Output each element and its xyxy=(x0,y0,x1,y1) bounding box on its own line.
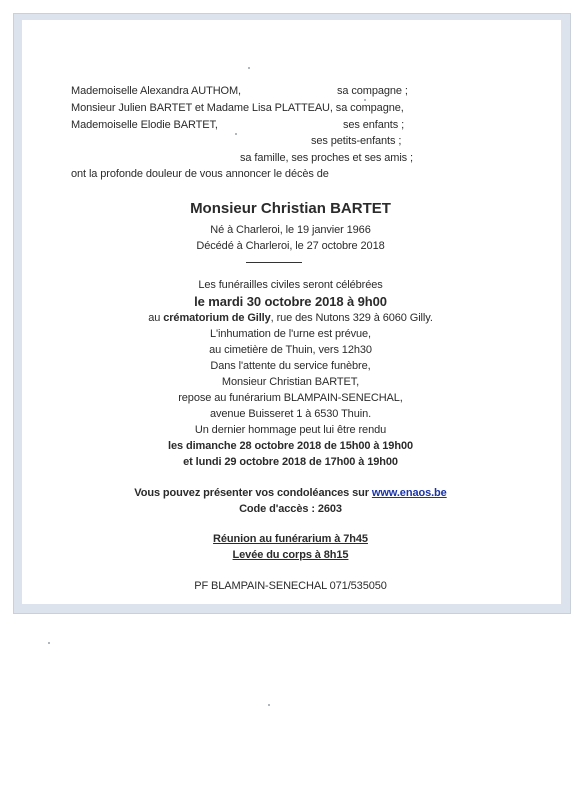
meeting-line-2: Levée du corps à 8h15 xyxy=(232,549,349,561)
family-line-1-role: sa compagne ; xyxy=(337,85,408,97)
place-address: , rue des Nutons 329 à 6060 Gilly. xyxy=(270,312,433,324)
funerarium-address: avenue Buisseret 1 à 6530 Thuin. xyxy=(209,408,372,420)
family-line-1-name: Mademoiselle Alexandra AUTHOM, xyxy=(71,85,242,97)
condolences-line xyxy=(0,487,581,500)
family-line-5: sa famille, ses proches et ses amis ; xyxy=(240,152,413,164)
scan-speck xyxy=(268,704,270,706)
homage-line: Un dernier hommage peut lui être rendu xyxy=(194,424,387,436)
scan-speck xyxy=(248,67,250,69)
waiting-line: Dans l'attente du service funèbre, xyxy=(210,360,371,372)
place-crematorium: crématorium de Gilly xyxy=(163,312,271,324)
name-again-line: Monsieur Christian BARTET, xyxy=(221,376,360,388)
access-code: Code d'accès : 2603 xyxy=(239,503,342,515)
scan-speck xyxy=(364,99,366,101)
inhumation-line: L'inhumation de l'urne est prévue, xyxy=(209,328,371,340)
condolences-link[interactable]: www.enaos.be xyxy=(371,487,447,499)
birth-info: Né à Charleroi, le 19 janvier 1966 xyxy=(210,224,371,236)
funeral-director-contact: PF BLAMPAIN-SENECHAL 071/535050 xyxy=(194,580,387,592)
cemetery-line: au cimetière de Thuin, vers 12h30 xyxy=(209,344,372,356)
scan-speck xyxy=(48,642,50,644)
funerarium-line: repose au funérarium BLAMPAIN-SENECHAL, xyxy=(178,392,403,404)
family-line-4: ses petits-enfants ; xyxy=(311,135,402,147)
death-info: Décédé à Charleroi, le 27 octobre 2018 xyxy=(196,240,385,252)
announcement-line: ont la profonde douleur de vous annoncer le décès de xyxy=(71,168,329,180)
separator-line xyxy=(246,262,302,263)
family-line-2: Monsieur Julien BARTET et Madame Lisa PLATTEAU, sa compagne, xyxy=(71,102,404,114)
visit-line-1: les dimanche 28 octobre 2018 de 15h00 à 19h00 xyxy=(168,440,413,452)
condolences-text: Vous pouvez présenter vos condoléances sur xyxy=(134,487,369,499)
funeral-place xyxy=(0,312,581,325)
scan-speck xyxy=(235,133,237,135)
family-line-3-role: ses enfants ; xyxy=(343,119,405,131)
place-prefix: au xyxy=(148,312,161,324)
family-line-3-name: Mademoiselle Elodie BARTET, xyxy=(71,119,218,131)
funeral-intro: Les funérailles civiles seront célébrées xyxy=(198,279,383,291)
meeting-line-1: Réunion au funérarium à 7h45 xyxy=(213,533,368,545)
visit-line-2: et lundi 29 octobre 2018 de 17h00 à 19h00 xyxy=(183,456,398,468)
deceased-name: Monsieur Christian BARTET xyxy=(190,200,391,217)
funeral-date: le mardi 30 octobre 2018 à 9h00 xyxy=(194,294,387,309)
